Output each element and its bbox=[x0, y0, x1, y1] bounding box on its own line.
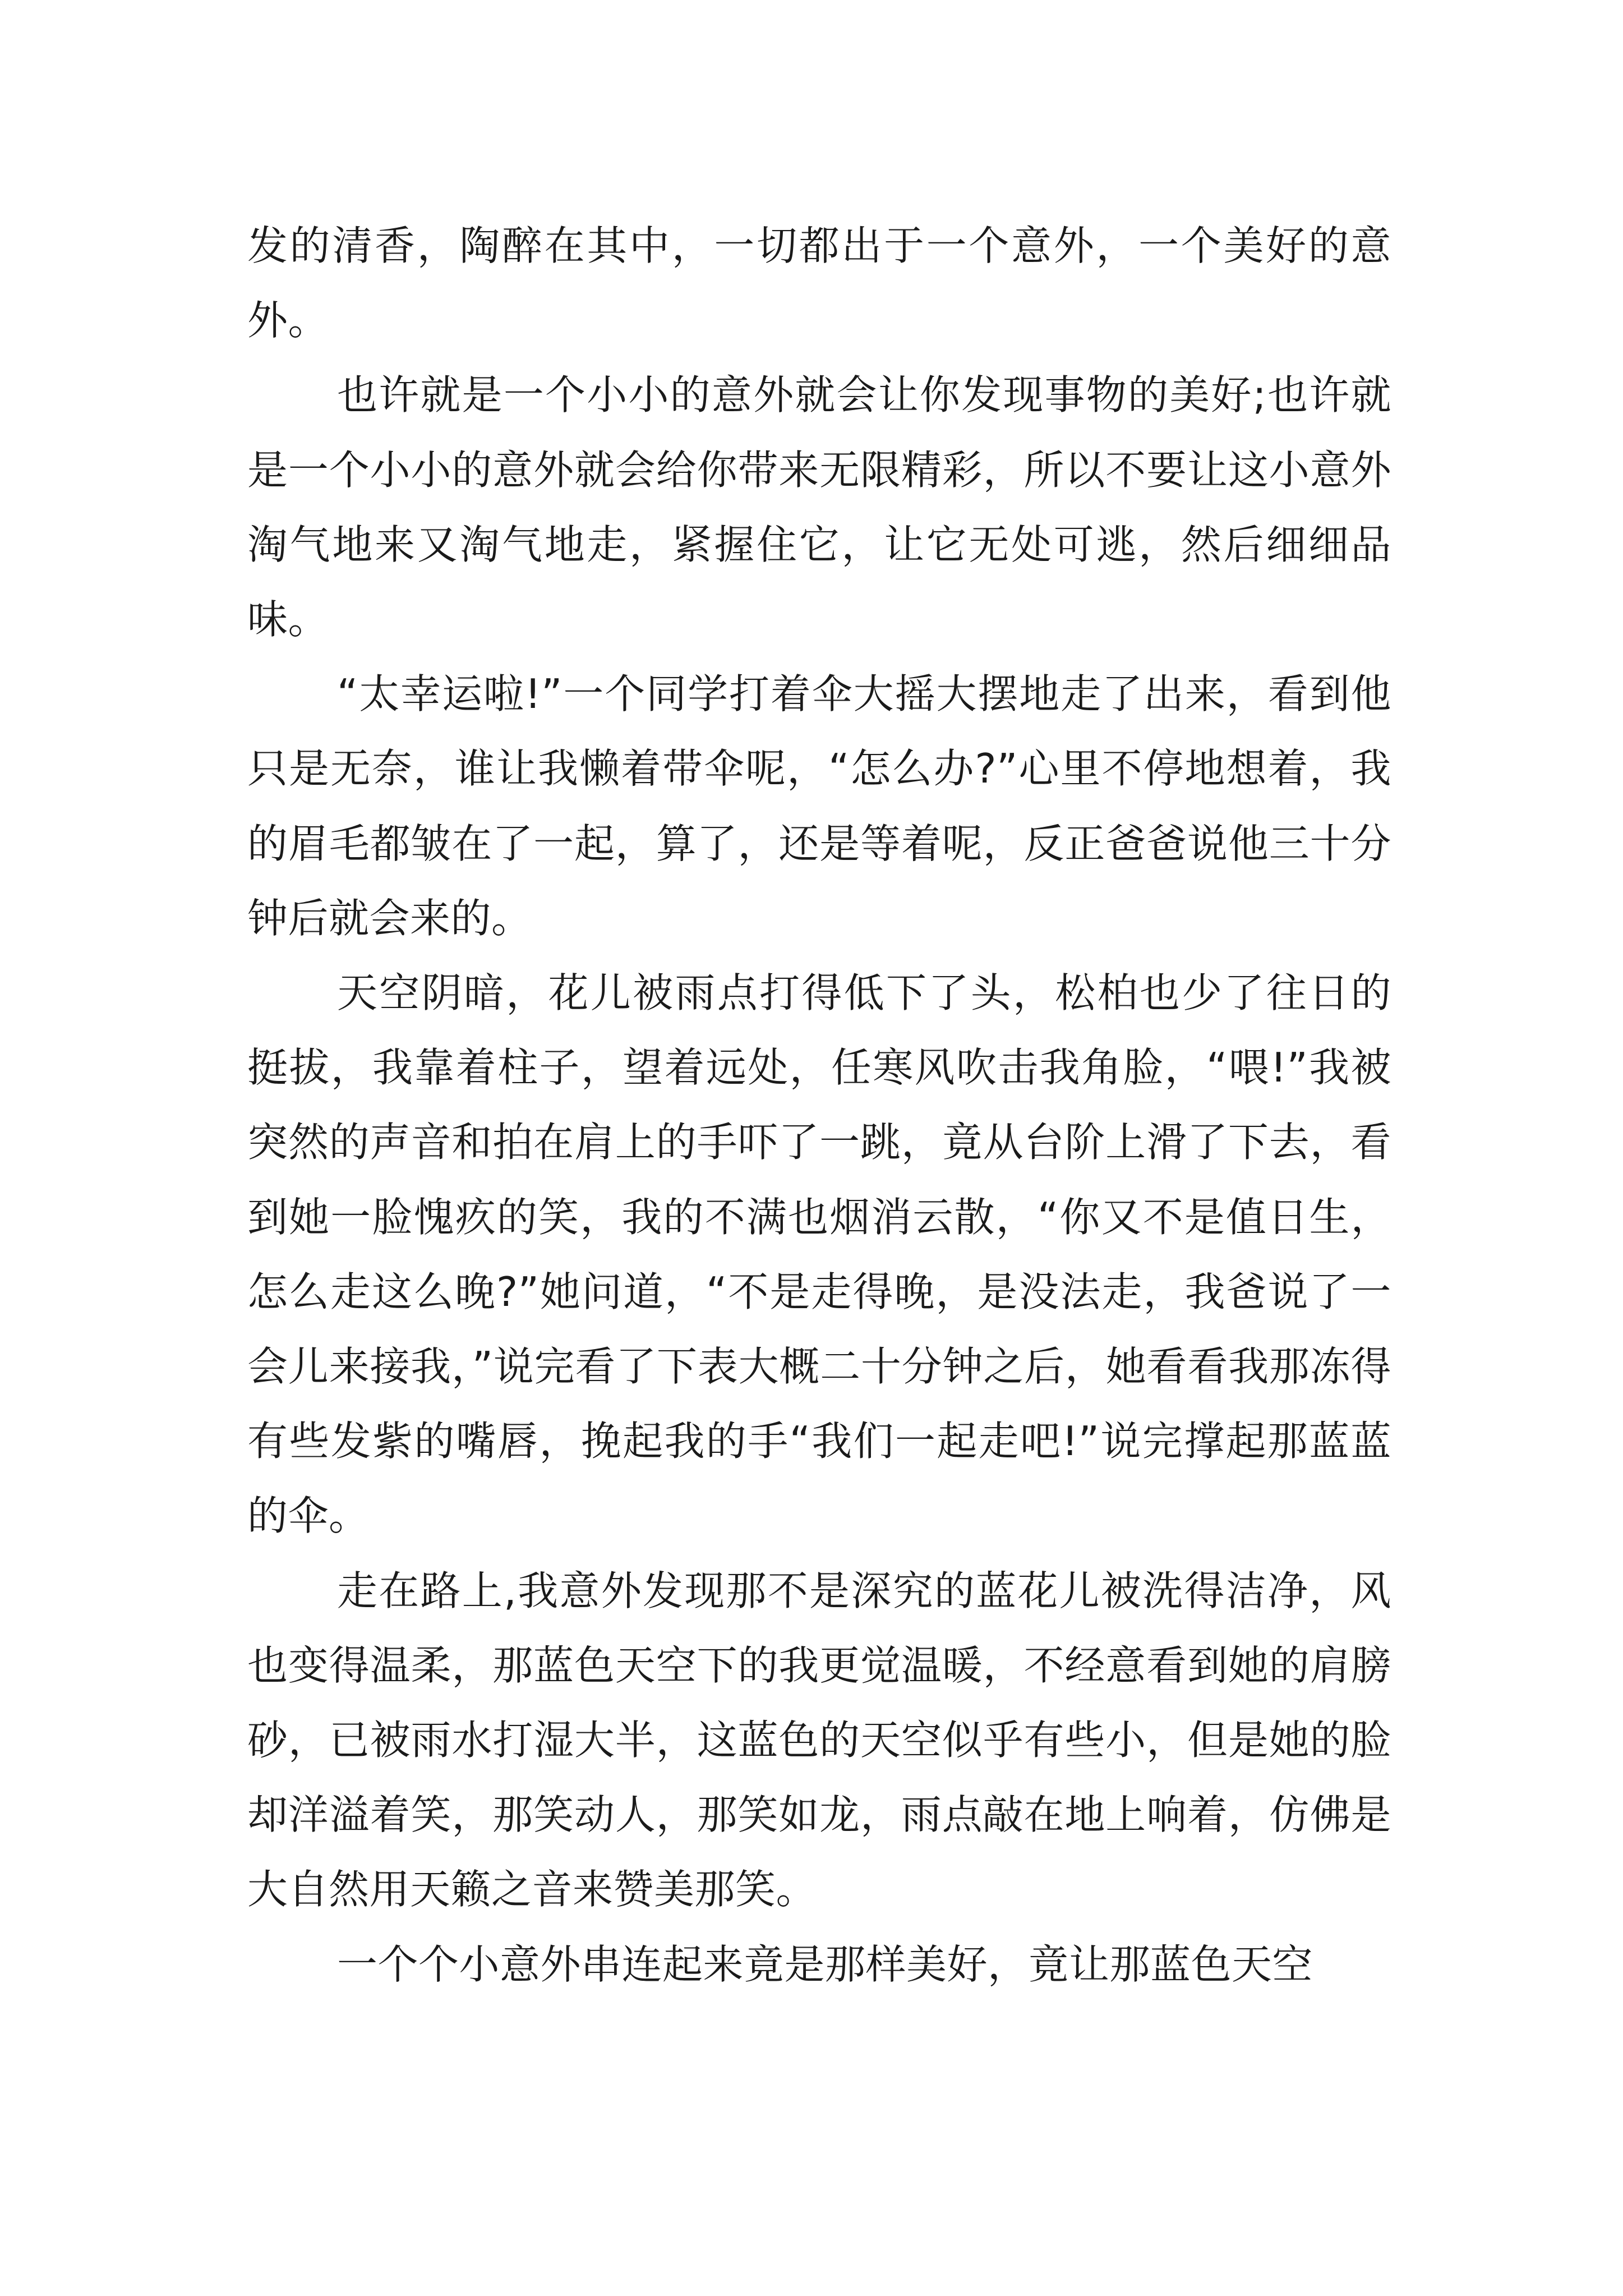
paragraph-5: 走在路上,我意外发现那不是深究的蓝花儿被洗得洁净，风也变得温柔，那蓝色天空下的我更觉温暖，不经意看到她的肩膀砂，已被雨水打湿大半，这蓝色的天空似乎有些小，但是她的脸却洋溢着笑，那笑动人，那笑如龙，雨点敲在地上响着，仿佛是大自然用天籁之音来赞美那笑。 bbox=[247, 1567, 1391, 1913]
paragraph-2: 也许就是一个小小的意外就会让你发现事物的美好;也许就是一个小小的意外就会给你带来无限精彩，所以不要让这小意外淘气地来又淘气地走，紧握住它，让它无处可逃，然后细细品味。 bbox=[247, 371, 1391, 643]
paragraph-4: 天空阴暗，花儿被雨点打得低下了头，松柏也少了往日的挺拔，我靠着柱子，望着远处，任寒风吹击我角脸，“喂!”我被突然的声音和拍在肩上的手吓了一跳，竟从台阶上滑了下去，看到她一脸愧疚的笑，我的不满也烟消云散，“你又不是值日生，怎么走这么晚?”她问道，“不是走得晚，是没法走，我爸说了一会儿来接我，”说完看了下表大概二十分钟之后，她看看我那冻得有些发紫的嘴唇，挽起我的手“我们一起走吧!”说完撑起那蓝蓝的伞。 bbox=[247, 969, 1391, 1540]
paragraph-1: 发的清香，陶醉在其中，一切都出于一个意外，一个美好的意外。 bbox=[247, 222, 1391, 344]
paragraph-3: “太幸运啦!”一个同学打着伞大摇大摆地走了出来，看到他只是无奈，谁让我懒着带伞呢，“怎么办?”心里不停地想着，我的眉毛都皱在了一起，算了，还是等着呢，反正爸爸说他三十分钟后就会来的。 bbox=[247, 670, 1391, 942]
paragraph-6: 一个个小意外串连起来竟是那样美好，竟让那蓝色天空 bbox=[337, 1940, 1313, 1988]
body-text bbox=[247, 209, 1391, 2002]
